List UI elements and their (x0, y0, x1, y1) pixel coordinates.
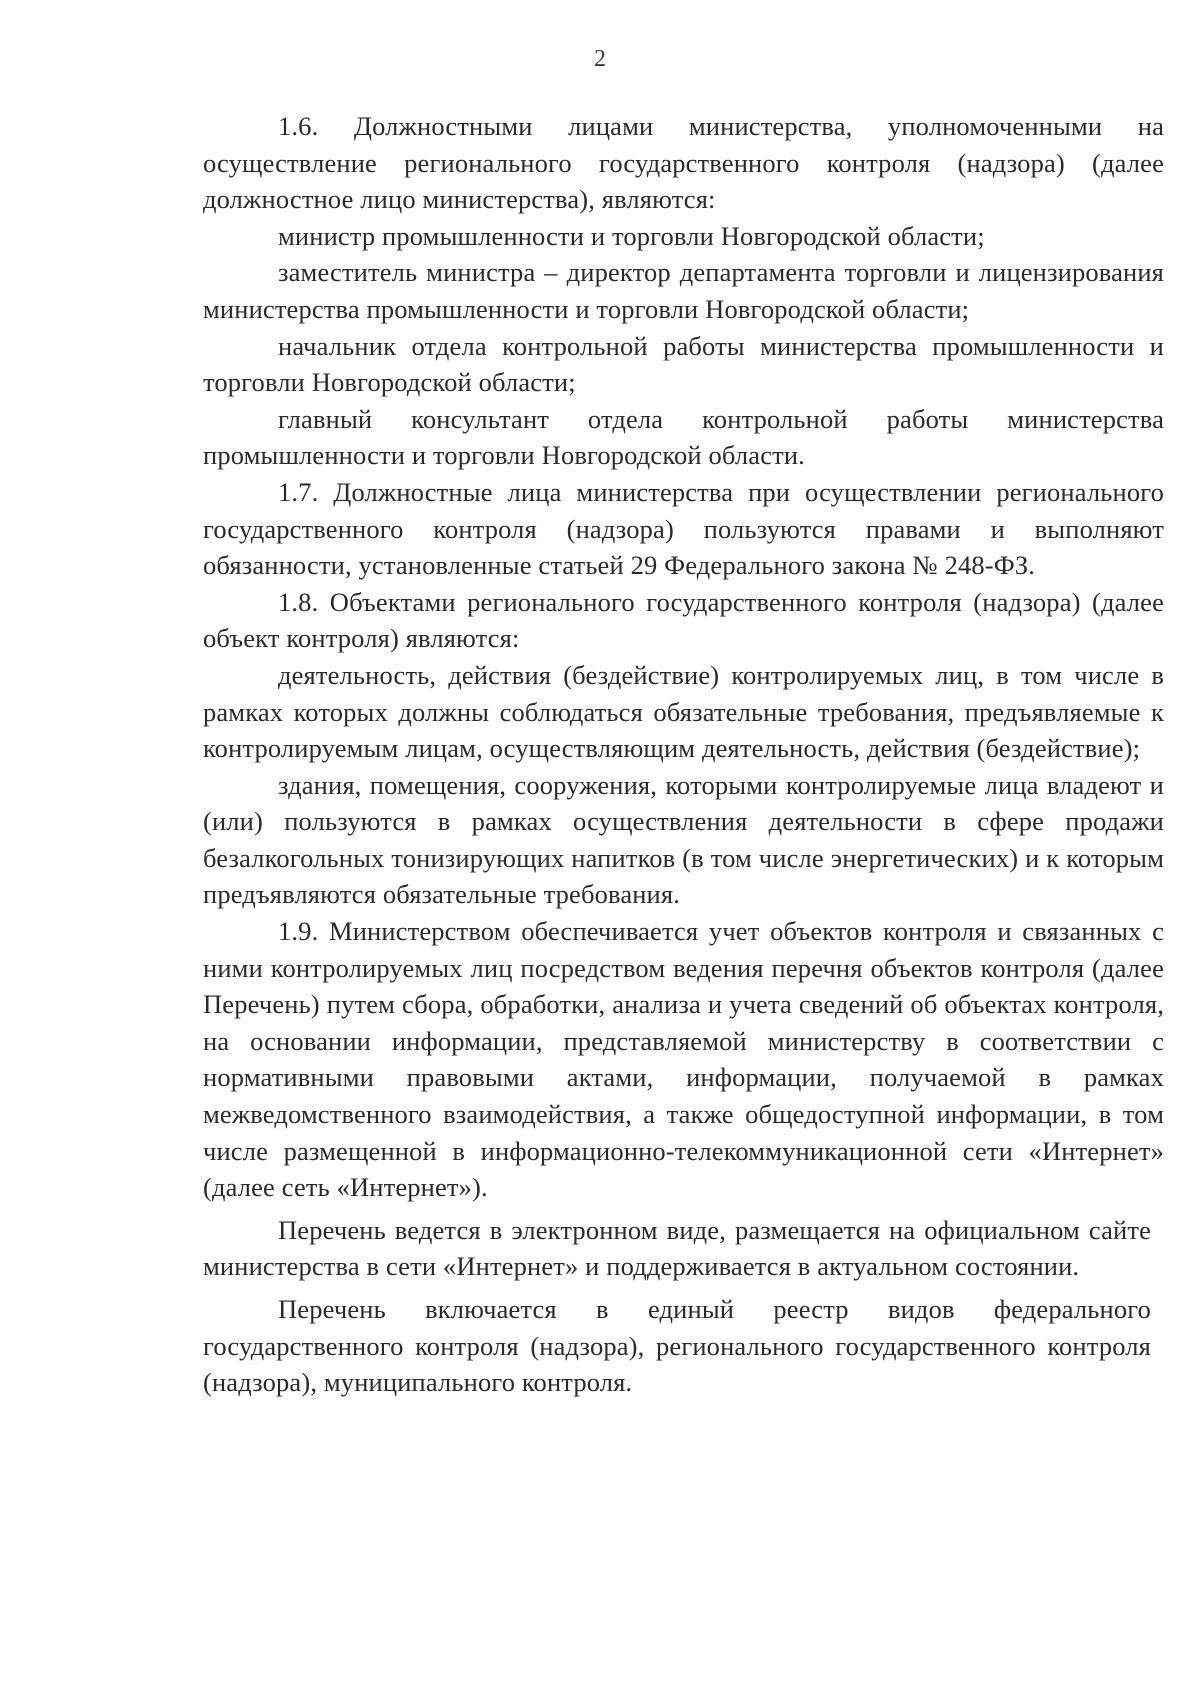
paragraph-list-registry: Перечень включается в единый реестр видов федерального государственного контроля (надзора), регионального государственного контроля (надзора), муниципального контроля. (203, 1294, 1151, 1398)
paragraph-1-6: 1.6. Должностными лицами министерства, уполномоченными на осуществление регионального государственного контроля (надзора) (далее должностное лицо министерства), являются: (203, 111, 1164, 215)
paragraph-1-8: 1.8. Объектами регионального государственного контроля (надзора) (далее объект контроля) являются: (203, 586, 1164, 654)
paragraph-control-object-activity: деятельность, действия (бездействие) контролируемых лиц, в том числе в рамках которых должны соблюдаться обязательные требования, предъявляемые к контролируемым лицам, осуществляющим деятельность, действия (бездействие); (203, 659, 1164, 764)
paragraph-official-chief-consultant: главный консультант отдела контрольной работы министерства промышленности и торговли Новгородской области. (203, 403, 1164, 471)
paragraph-1-9: 1.9. Министерством обеспечивается учет объектов контроля и связанных с ними контролируемых лиц посредством ведения перечня объектов контроля (далее Перечень) путем сбора, обработки, анализа и учета сведений об объектах контроля, на основании информации, представляемой министерству в соответствии с нормативными правовыми актами, информации, получаемой в рамках межведомственного взаимодействия, а также общедоступной информации, в том числе размещенной в информационно-телекоммуникационной сети «Интернет» (далее сеть «Интернет»). (203, 916, 1164, 1203)
paragraph-1-7: 1.7. Должностные лица министерства при осуществлении регионального государственного контроля (надзора) пользуются правами и выполняют обязанности, установленные статьей 29 Федерального закона № 248-ФЗ. (203, 476, 1164, 581)
paragraph-official-minister: министр промышленности и торговли Новгородской области; (278, 220, 985, 251)
paragraph-official-deputy-minister: заместитель министра – директор департамента торговли и лицензирования министерства промышленности и торговли Новгородской области; (203, 257, 1164, 324)
document-body (203, 108, 1164, 1401)
page-number: 2 (594, 46, 606, 72)
paragraph-control-object-buildings: здания, помещения, сооружения, которыми контролируемые лица владеют и (или) пользуются в рамках осуществления деятельности в сфере продажи безалкогольных тонизирующих напитков (в том числе энергетических) и к которым предъявляются обязательные требования. (203, 769, 1164, 910)
paragraph-official-head-of-department: начальник отдела контрольной работы министерства промышленности и торговли Новгородской области; (203, 330, 1164, 398)
paragraph-list-maintenance: Перечень ведется в электронном виде, размещается на официальном сайте министерства в сети «Интернет» и поддерживается в актуальном состоянии. (203, 1214, 1151, 1282)
